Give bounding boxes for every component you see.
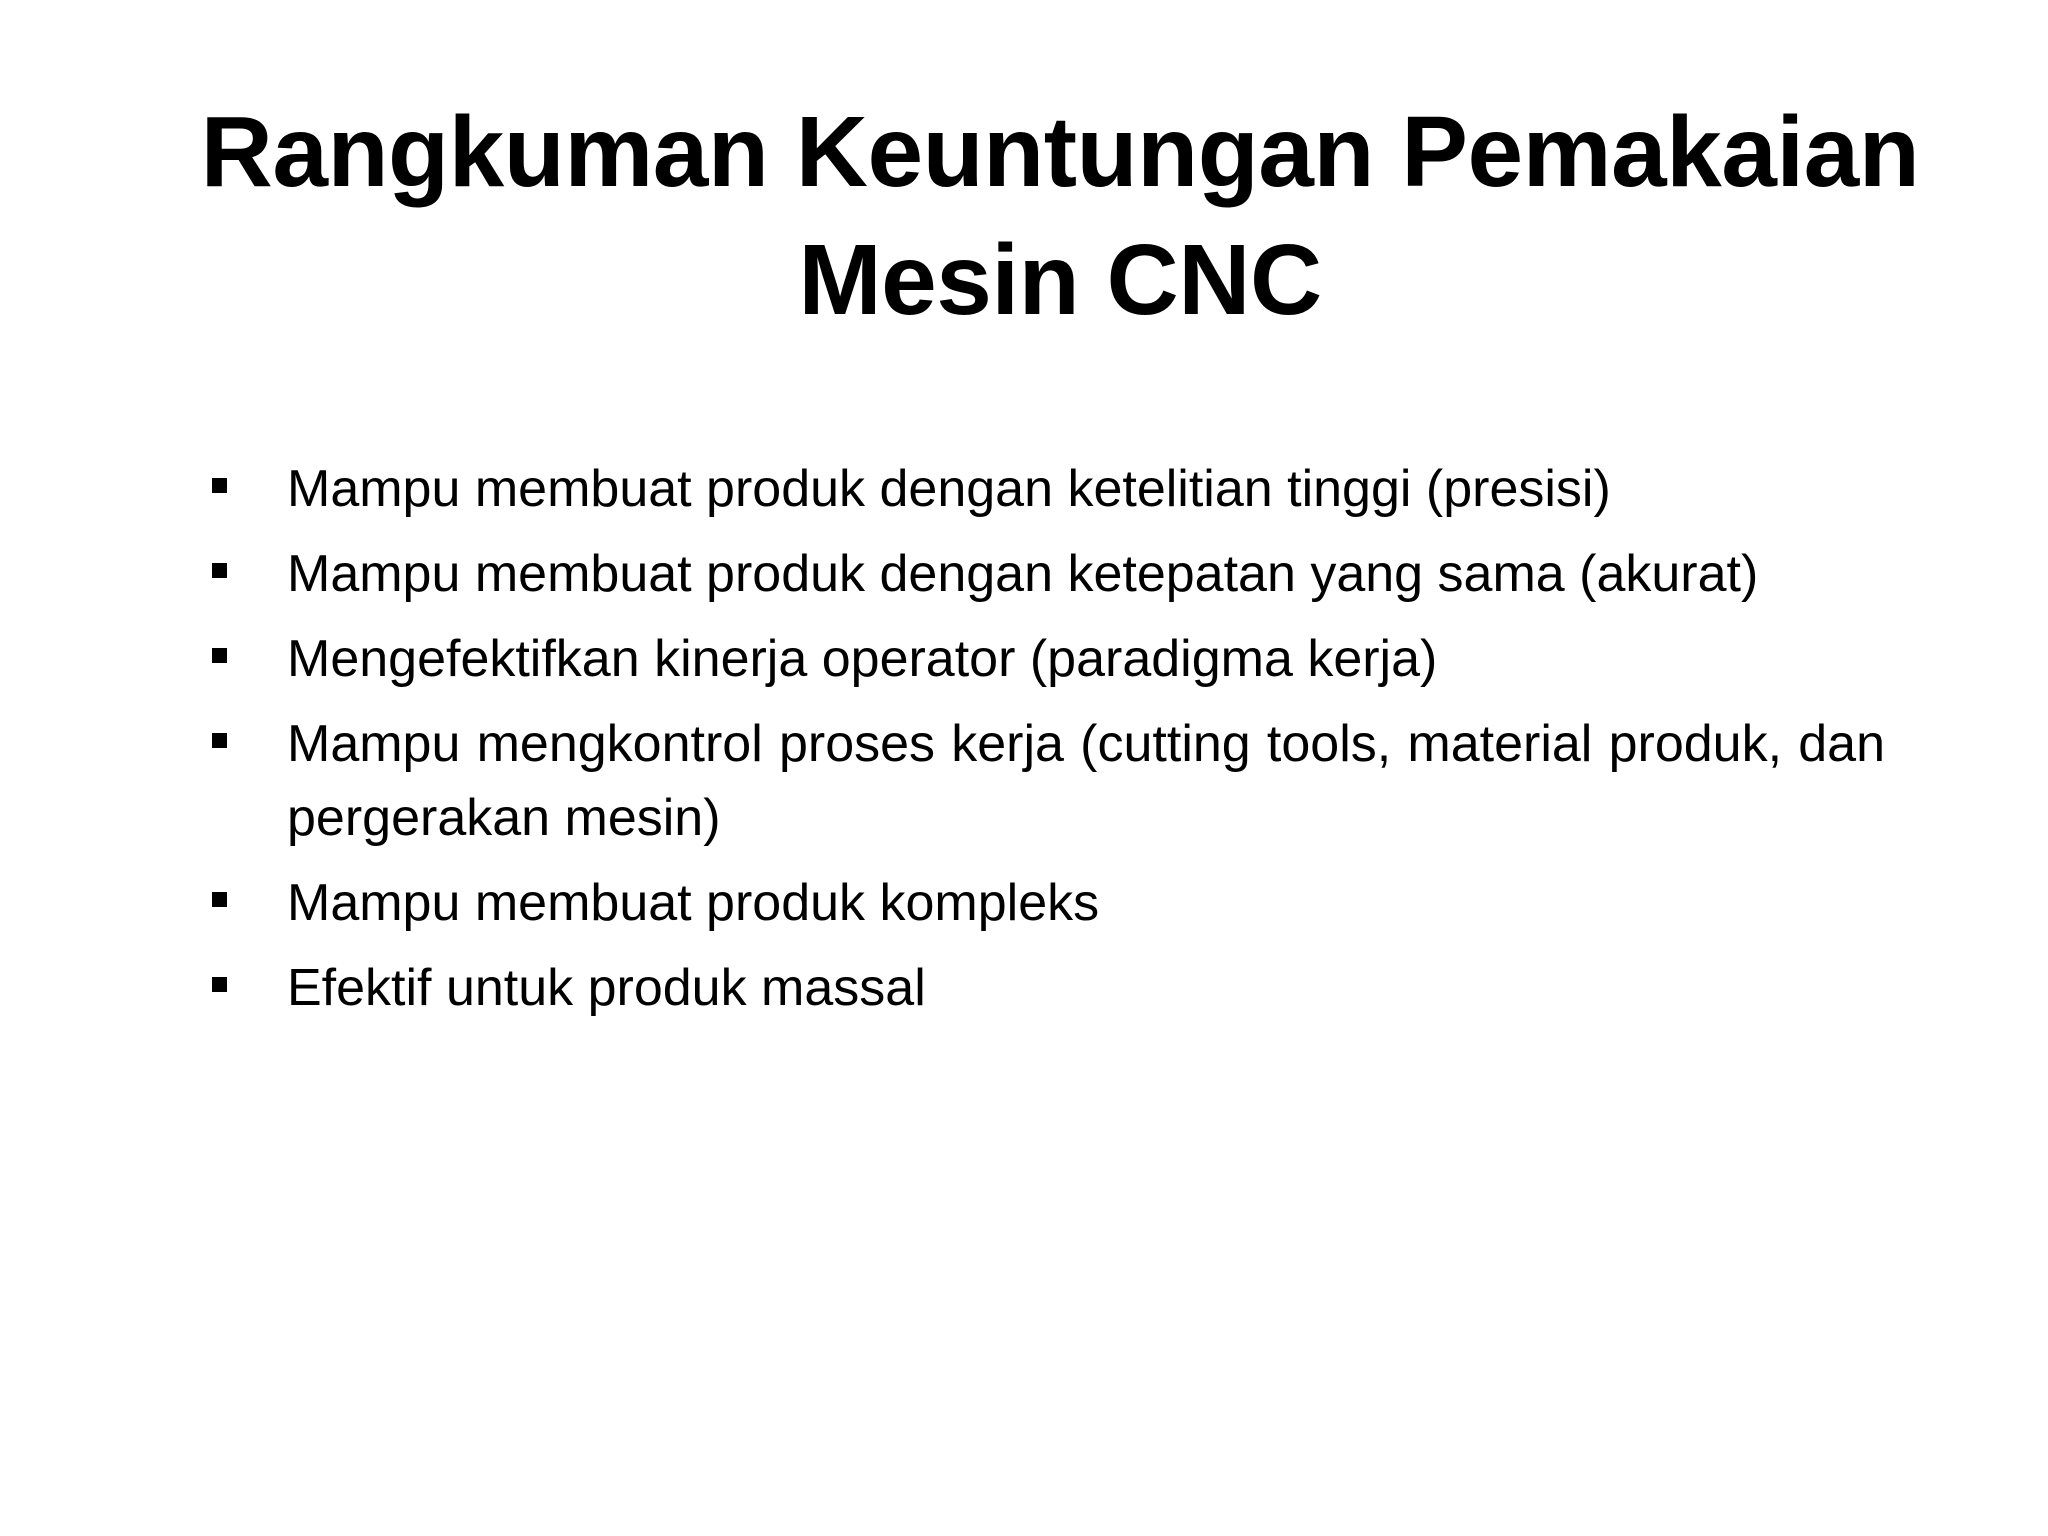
- bullet-text-2: Mampu membuat produk dengan ketepatan yang sama (akurat): [287, 545, 1759, 603]
- slide-title-line-2: Mesin CNC: [798, 224, 1322, 336]
- slide-title-line-1: Rangkuman Keuntungan Pemakaian: [200, 96, 1920, 208]
- bullet-text-3: Mengefektifkan kinerja operator (paradigma kerja): [287, 630, 1438, 688]
- bullet-item-5: [205, 866, 1885, 940]
- bullet-item-6: [205, 951, 1885, 1025]
- bullet-list: [205, 452, 1885, 1036]
- bullet-item-2: [205, 537, 1885, 611]
- bullet-text-1: Mampu membuat produk dengan ketelitian tinggi (presisi): [287, 460, 1611, 518]
- bullet-item-3: [205, 622, 1885, 696]
- bullet-text-5: Mampu membuat produk kompleks: [287, 874, 1100, 932]
- square-bullet-icon: [212, 563, 227, 578]
- square-bullet-icon: [212, 733, 227, 748]
- bullet-item-1: [205, 452, 1885, 526]
- square-bullet-icon: [212, 478, 227, 493]
- square-bullet-icon: [212, 648, 227, 663]
- square-bullet-icon: [212, 892, 227, 907]
- square-bullet-icon: [212, 977, 227, 992]
- slide-title: [150, 88, 1970, 344]
- bullet-text-4: Mampu mengkontrol proses kerja (cutting tools, material produk, dan pergerakan mesin): [287, 715, 1885, 847]
- bullet-text-6: Efektif untuk produk massal: [287, 959, 926, 1017]
- bullet-item-4: [205, 707, 1885, 855]
